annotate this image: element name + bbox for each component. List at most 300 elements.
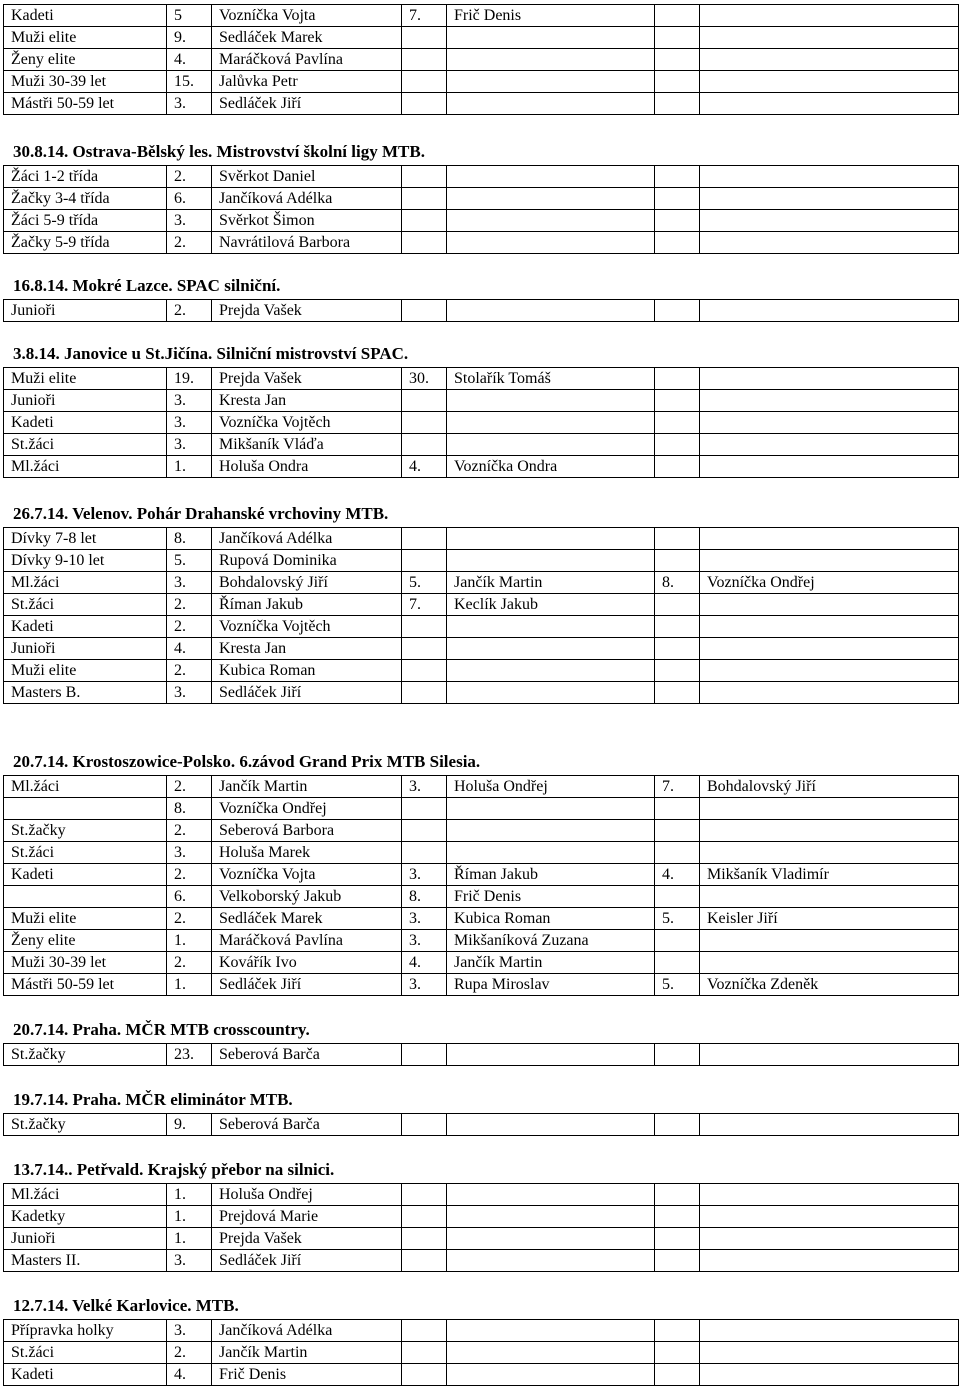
table-row [4, 1228, 959, 1250]
rider-cell [447, 390, 655, 412]
category-cell: Junioři [4, 1228, 167, 1250]
category-cell: Mástři 50-59 let [4, 93, 167, 115]
rider-cell: Jančík Martin [447, 952, 655, 974]
place-cell: 3. [402, 776, 447, 798]
rider-cell: Sedláček Marek [212, 27, 402, 49]
place-cell [655, 188, 700, 210]
place-cell: 3. [167, 434, 212, 456]
place-cell: 1. [167, 974, 212, 996]
place-cell [402, 412, 447, 434]
section-title: 19.7.14. Praha. MČR eliminátor MTB. [13, 1090, 293, 1109]
table-row [4, 188, 959, 210]
place-cell: 1. [167, 1228, 212, 1250]
rider-cell: Prejda Vašek [212, 1228, 402, 1250]
category-cell: Junioři [4, 390, 167, 412]
place-cell [655, 71, 700, 93]
table-row [4, 974, 959, 996]
rider-cell: Jančík Martin [212, 1342, 402, 1364]
table-row [4, 456, 959, 478]
category-cell: Žáci 1-2 třída [4, 166, 167, 188]
rider-cell [447, 1250, 655, 1272]
rider-cell: Seberová Barča [212, 1114, 402, 1136]
place-cell [402, 166, 447, 188]
results-table [3, 1183, 959, 1272]
table-row [4, 864, 959, 886]
category-cell: Junioři [4, 300, 167, 322]
place-cell [402, 390, 447, 412]
category-cell: Žačky 3-4 třída [4, 188, 167, 210]
category-cell: Kadetky [4, 1206, 167, 1228]
place-cell [655, 930, 700, 952]
place-cell: 8. [402, 886, 447, 908]
place-cell [655, 528, 700, 550]
place-cell: 4. [402, 456, 447, 478]
place-cell: 2. [167, 166, 212, 188]
category-cell [4, 886, 167, 908]
place-cell: 8. [655, 572, 700, 594]
place-cell: 3. [402, 864, 447, 886]
rider-cell [447, 27, 655, 49]
place-cell [402, 820, 447, 842]
category-cell: Ml.žáci [4, 572, 167, 594]
place-cell: 9. [167, 27, 212, 49]
rider-cell [700, 5, 959, 27]
rider-cell [700, 798, 959, 820]
category-cell: St.žáci [4, 1342, 167, 1364]
rider-cell: Jančík Martin [447, 572, 655, 594]
section-title: 30.8.14. Ostrava-Bělský les. Mistrovství školní ligy MTB. [13, 142, 425, 161]
rider-cell [447, 528, 655, 550]
category-cell [4, 798, 167, 820]
place-cell: 3. [402, 908, 447, 930]
place-cell: 6. [167, 188, 212, 210]
rider-cell [447, 682, 655, 704]
place-cell [655, 1342, 700, 1364]
place-cell [655, 166, 700, 188]
category-cell: Muži elite [4, 368, 167, 390]
rider-cell [700, 820, 959, 842]
place-cell: 5. [402, 572, 447, 594]
rider-cell: Maráčková Pavlína [212, 49, 402, 71]
table-row [4, 1206, 959, 1228]
place-cell [655, 49, 700, 71]
rider-cell: Vozníčka Ondra [447, 456, 655, 478]
rider-cell [700, 1184, 959, 1206]
rider-cell [700, 434, 959, 456]
category-cell: Kadeti [4, 616, 167, 638]
results-table [3, 527, 959, 704]
place-cell [655, 952, 700, 974]
table-row [4, 616, 959, 638]
place-cell: 2. [167, 952, 212, 974]
place-cell: 4. [167, 1364, 212, 1386]
place-cell [655, 456, 700, 478]
section-title: 12.7.14. Velké Karlovice. MTB. [13, 1296, 239, 1315]
place-cell: 5. [167, 550, 212, 572]
rider-cell [700, 842, 959, 864]
rider-cell [700, 1342, 959, 1364]
place-cell: 1. [167, 456, 212, 478]
rider-cell [700, 412, 959, 434]
rider-cell [447, 1206, 655, 1228]
table-row [4, 5, 959, 27]
place-cell [402, 842, 447, 864]
table-row [4, 1250, 959, 1272]
rider-cell: Holuša Ondra [212, 456, 402, 478]
place-cell [655, 594, 700, 616]
rider-cell [700, 1320, 959, 1342]
place-cell: 2. [167, 1342, 212, 1364]
category-cell: Kadeti [4, 864, 167, 886]
rider-cell [700, 952, 959, 974]
place-cell [402, 550, 447, 572]
place-cell: 4. [167, 49, 212, 71]
place-cell: 7. [402, 594, 447, 616]
rider-cell: Navrátilová Barbora [212, 232, 402, 254]
category-cell: Žačky 5-9 třída [4, 232, 167, 254]
rider-cell [447, 232, 655, 254]
table-row [4, 1342, 959, 1364]
rider-cell [447, 820, 655, 842]
category-cell: Muži elite [4, 27, 167, 49]
category-cell: Ml.žáci [4, 776, 167, 798]
table-row [4, 412, 959, 434]
place-cell [402, 528, 447, 550]
place-cell: 3. [167, 93, 212, 115]
place-cell [655, 842, 700, 864]
category-cell: St.žačky [4, 1114, 167, 1136]
place-cell: 2. [167, 232, 212, 254]
place-cell [402, 1228, 447, 1250]
rider-cell: Říman Jakub [447, 864, 655, 886]
rider-cell [447, 1342, 655, 1364]
place-cell [402, 1342, 447, 1364]
place-cell: 2. [167, 776, 212, 798]
place-cell: 3. [402, 930, 447, 952]
rider-cell: Holuša Ondřej [212, 1184, 402, 1206]
rider-cell: Frič Denis [447, 5, 655, 27]
category-cell: Junioři [4, 638, 167, 660]
place-cell: 2. [167, 820, 212, 842]
rider-cell: Seberová Barbora [212, 820, 402, 842]
rider-cell [447, 842, 655, 864]
results-table [3, 1043, 959, 1066]
table-row [4, 1044, 959, 1066]
place-cell [655, 798, 700, 820]
table-row [4, 594, 959, 616]
rider-cell [447, 412, 655, 434]
rider-cell [700, 1250, 959, 1272]
table-row [4, 49, 959, 71]
rider-cell [700, 660, 959, 682]
place-cell: 1. [167, 1206, 212, 1228]
section-title: 16.8.14. Mokré Lazce. SPAC silniční. [13, 276, 281, 295]
rider-cell [447, 550, 655, 572]
rider-cell [700, 300, 959, 322]
rider-cell [700, 1044, 959, 1066]
table-row [4, 638, 959, 660]
rider-cell [700, 166, 959, 188]
table-row [4, 908, 959, 930]
place-cell: 3. [167, 210, 212, 232]
place-cell [655, 1044, 700, 1066]
rider-cell: Frič Denis [447, 886, 655, 908]
rider-cell: Sedláček Jiří [212, 1250, 402, 1272]
place-cell: 4. [402, 952, 447, 974]
place-cell: 3. [167, 412, 212, 434]
place-cell: 5 [167, 5, 212, 27]
category-cell: Dívky 7-8 let [4, 528, 167, 550]
rider-cell [700, 456, 959, 478]
table-row [4, 300, 959, 322]
place-cell [655, 1320, 700, 1342]
section-title: 20.7.14. Krostoszowice-Polsko. 6.závod Grand Prix MTB Silesia. [13, 752, 481, 771]
rider-cell: Frič Denis [212, 1364, 402, 1386]
rider-cell: Prejda Vašek [212, 300, 402, 322]
place-cell [655, 1250, 700, 1272]
rider-cell [447, 1228, 655, 1250]
place-cell: 4. [655, 864, 700, 886]
place-cell: 2. [167, 594, 212, 616]
category-cell: Masters B. [4, 682, 167, 704]
place-cell: 2. [167, 616, 212, 638]
table-row [4, 930, 959, 952]
rider-cell: Jančíková Adélka [212, 188, 402, 210]
rider-cell [700, 1206, 959, 1228]
rider-cell [700, 210, 959, 232]
rider-cell: Jančík Martin [212, 776, 402, 798]
category-cell: Kadeti [4, 1364, 167, 1386]
place-cell [655, 660, 700, 682]
category-cell: Ml.žáci [4, 1184, 167, 1206]
category-cell: Kadeti [4, 412, 167, 434]
place-cell [655, 93, 700, 115]
rider-cell [447, 1320, 655, 1342]
table-row [4, 776, 959, 798]
rider-cell [700, 368, 959, 390]
place-cell: 2. [167, 300, 212, 322]
category-cell: Ženy elite [4, 49, 167, 71]
table-row [4, 1184, 959, 1206]
place-cell [402, 434, 447, 456]
table-row [4, 1114, 959, 1136]
results-table [3, 299, 959, 322]
table-row [4, 660, 959, 682]
rider-cell [447, 210, 655, 232]
place-cell [655, 27, 700, 49]
rider-cell: Jalůvka Petr [212, 71, 402, 93]
table-row [4, 434, 959, 456]
place-cell [402, 616, 447, 638]
rider-cell [700, 188, 959, 210]
rider-cell [700, 1228, 959, 1250]
rider-cell: Velkoborský Jakub [212, 886, 402, 908]
category-cell: St.žačky [4, 1044, 167, 1066]
rider-cell: Svěrkot Šimon [212, 210, 402, 232]
rider-cell [700, 232, 959, 254]
place-cell: 15. [167, 71, 212, 93]
rider-cell: Keclík Jakub [447, 594, 655, 616]
place-cell [402, 232, 447, 254]
results-table [3, 367, 959, 478]
place-cell [655, 390, 700, 412]
rider-cell [447, 1044, 655, 1066]
rider-cell: Svěrkot Daniel [212, 166, 402, 188]
rider-cell: Holuša Marek [212, 842, 402, 864]
rider-cell [447, 166, 655, 188]
place-cell [402, 1320, 447, 1342]
rider-cell: Rupová Dominika [212, 550, 402, 572]
place-cell: 7. [655, 776, 700, 798]
table-row [4, 71, 959, 93]
place-cell [655, 368, 700, 390]
table-row [4, 842, 959, 864]
rider-cell: Vozníčka Vojta [212, 864, 402, 886]
table-row [4, 820, 959, 842]
results-table [3, 165, 959, 254]
table-row [4, 952, 959, 974]
rider-cell [447, 1114, 655, 1136]
category-cell: Mástři 50-59 let [4, 974, 167, 996]
place-cell [402, 1114, 447, 1136]
category-cell: Muži 30-39 let [4, 71, 167, 93]
place-cell [402, 300, 447, 322]
rider-cell: Holuša Ondřej [447, 776, 655, 798]
rider-cell: Sedláček Jiří [212, 974, 402, 996]
rider-cell: Prejda Vašek [212, 368, 402, 390]
place-cell [402, 210, 447, 232]
rider-cell [700, 886, 959, 908]
rider-cell: Seberová Barča [212, 1044, 402, 1066]
rider-cell [700, 528, 959, 550]
table-row [4, 572, 959, 594]
rider-cell: Mikšaník Vláďa [212, 434, 402, 456]
rider-cell [447, 660, 655, 682]
place-cell [402, 1184, 447, 1206]
rider-cell: Keisler Jiří [700, 908, 959, 930]
place-cell [655, 1364, 700, 1386]
rider-cell: Jančíková Adélka [212, 528, 402, 550]
place-cell [655, 638, 700, 660]
category-cell: St.žáci [4, 842, 167, 864]
place-cell: 3. [167, 682, 212, 704]
rider-cell [700, 93, 959, 115]
place-cell: 8. [167, 798, 212, 820]
rider-cell: Mikšaník Vladimír [700, 864, 959, 886]
category-cell: St.žáci [4, 434, 167, 456]
place-cell: 23. [167, 1044, 212, 1066]
rider-cell [700, 1364, 959, 1386]
rider-cell: Prejdová Marie [212, 1206, 402, 1228]
results-table [3, 1113, 959, 1136]
table-row [4, 390, 959, 412]
place-cell: 3. [167, 1250, 212, 1272]
table-row [4, 1364, 959, 1386]
place-cell: 5. [655, 974, 700, 996]
place-cell: 5. [655, 908, 700, 930]
rider-cell: Vozníčka Zdeněk [700, 974, 959, 996]
category-cell: Kadeti [4, 5, 167, 27]
rider-cell: Maráčková Pavlína [212, 930, 402, 952]
place-cell [655, 300, 700, 322]
rider-cell: Kovářík Ivo [212, 952, 402, 974]
place-cell: 7. [402, 5, 447, 27]
rider-cell [447, 93, 655, 115]
rider-cell: Jančíková Adélka [212, 1320, 402, 1342]
rider-cell [700, 550, 959, 572]
category-cell: Muži elite [4, 908, 167, 930]
place-cell: 3. [167, 842, 212, 864]
table-row [4, 27, 959, 49]
place-cell [402, 1364, 447, 1386]
rider-cell [447, 638, 655, 660]
place-cell [402, 638, 447, 660]
section-title: 3.8.14. Janovice u St.Jičína. Silniční mistrovství SPAC. [13, 344, 409, 363]
place-cell [655, 412, 700, 434]
place-cell [655, 820, 700, 842]
place-cell: 2. [167, 864, 212, 886]
rider-cell: Říman Jakub [212, 594, 402, 616]
place-cell: 3. [167, 1320, 212, 1342]
rider-cell [447, 1184, 655, 1206]
table-row [4, 232, 959, 254]
place-cell [655, 232, 700, 254]
category-cell: Ml.žáci [4, 456, 167, 478]
place-cell: 1. [167, 1184, 212, 1206]
place-cell [655, 1206, 700, 1228]
results-table [3, 775, 959, 996]
place-cell: 2. [167, 908, 212, 930]
rider-cell: Kresta Jan [212, 390, 402, 412]
rider-cell: Sedláček Marek [212, 908, 402, 930]
place-cell: 6. [167, 886, 212, 908]
rider-cell [700, 594, 959, 616]
table-row [4, 1320, 959, 1342]
place-cell [655, 5, 700, 27]
place-cell [655, 682, 700, 704]
table-row [4, 682, 959, 704]
table-row [4, 210, 959, 232]
place-cell: 3. [167, 572, 212, 594]
place-cell [402, 93, 447, 115]
rider-cell [700, 682, 959, 704]
rider-cell [447, 300, 655, 322]
rider-cell [700, 930, 959, 952]
place-cell [655, 1228, 700, 1250]
rider-cell: Vozníčka Vojta [212, 5, 402, 27]
table-row [4, 886, 959, 908]
rider-cell [447, 71, 655, 93]
rider-cell: Mikšaníková Zuzana [447, 930, 655, 952]
place-cell: 3. [167, 390, 212, 412]
rider-cell: Vozníčka Ondřej [212, 798, 402, 820]
place-cell: 2. [167, 660, 212, 682]
table-row [4, 166, 959, 188]
place-cell [402, 49, 447, 71]
rider-cell [447, 49, 655, 71]
place-cell [655, 210, 700, 232]
place-cell [402, 798, 447, 820]
place-cell [402, 682, 447, 704]
category-cell: Dívky 9-10 let [4, 550, 167, 572]
place-cell [402, 1250, 447, 1272]
rider-cell [447, 1364, 655, 1386]
rider-cell: Rupa Miroslav [447, 974, 655, 996]
rider-cell [700, 49, 959, 71]
table-row [4, 798, 959, 820]
rider-cell: Vozníčka Vojtěch [212, 412, 402, 434]
place-cell [655, 434, 700, 456]
